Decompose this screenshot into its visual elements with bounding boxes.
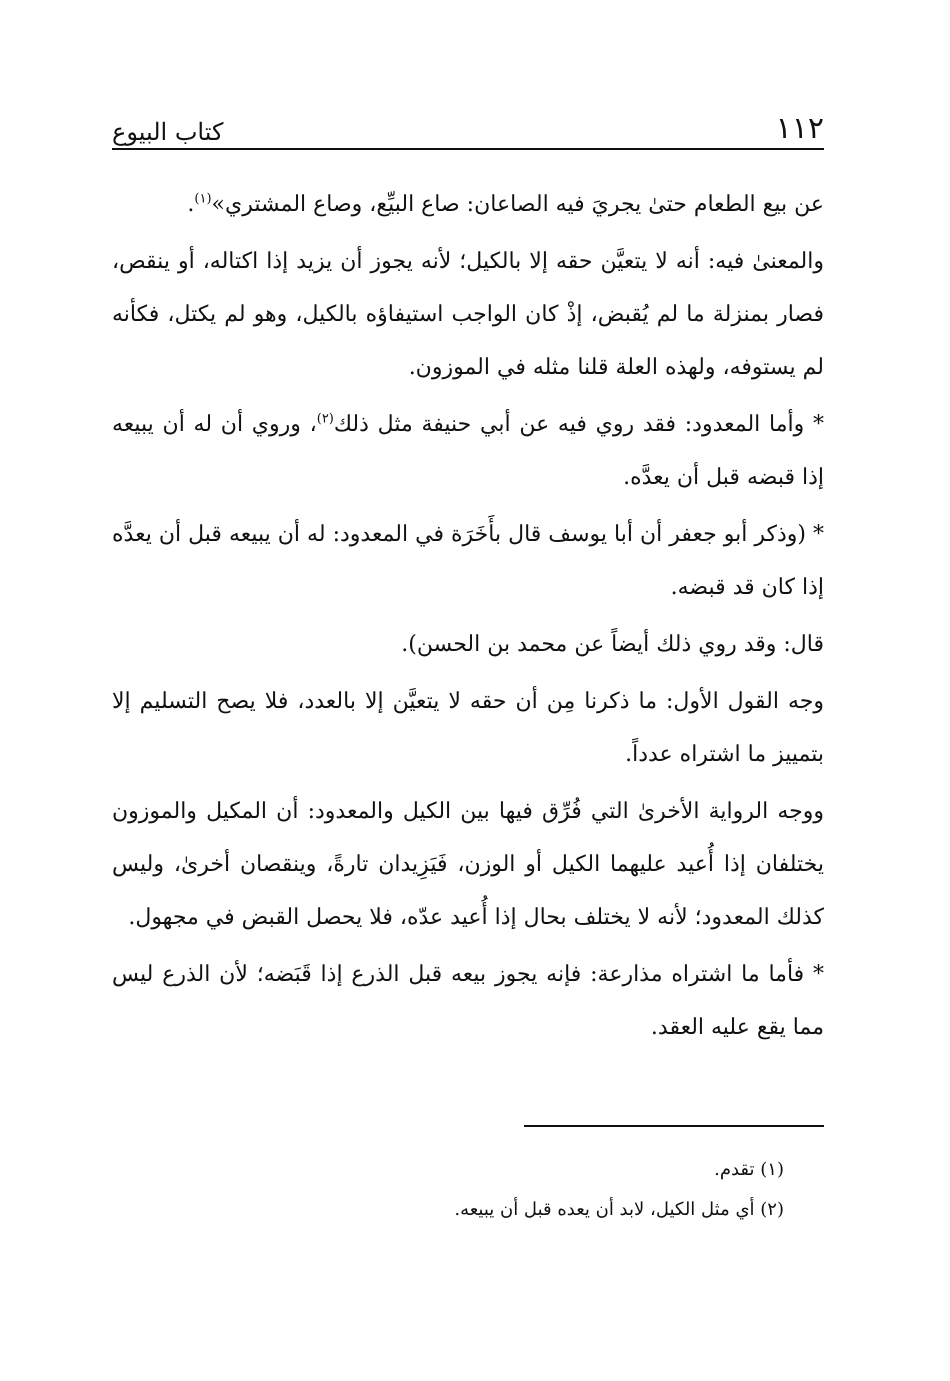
paragraph: * (وذكر أبو جعفر أن أبا يوسف قال بأَخَرَة في المعدود: له أن يبيعه قبل أن يعدَّه إذا كان قد قبضه. — [112, 522, 824, 600]
footnote: (١) تقدم. — [714, 1159, 784, 1180]
paragraph: * فأما ما اشتراه مذارعة: فإنه يجوز بيعه قبل الذرع إذا قَبَضه؛ لأن الذرع ليس مما يقع عليه العقد. — [112, 962, 824, 1040]
running-header — [112, 100, 824, 150]
paragraph: قال: وقد روي ذلك أيضاً عن محمد بن الحسن). — [401, 632, 824, 657]
footnote: (٢) أي مثل الكيل، لابد أن يعده قبل أن يبيعه. — [454, 1199, 784, 1220]
book-page — [112, 100, 824, 1220]
paragraph: وجه القول الأول: ما ذكرنا مِن أن حقه لا يتعيَّن إلا بالعدد، فلا يصح التسليم إلا بتمييز ما اشتراه عدداً. — [112, 689, 824, 767]
paragraph: عن بيع الطعام حتىٰ يجريَ فيه الصاعان: صاع البيِّع، وصاع المشتري»$^{(١)}$. — [187, 191, 824, 217]
footnote-divider — [524, 1125, 824, 1127]
footnotes — [124, 1150, 784, 1230]
footnote-reference: (١) — [194, 191, 212, 207]
paragraph: والمعنىٰ فيه: أنه لا يتعيَّن حقه إلا بالكيل؛ لأنه يجوز أن يزيد إذا اكتاله، أو ينقص، فصار بمنزلة ما لم يُقبض، إذْ كان الواجب استيفاؤه بالكيل، وهو لم يكتل، فكأنه لم يستوفه، ولهذه العلة قلنا مثله في الموزون. — [112, 249, 824, 380]
body-text — [112, 178, 824, 1054]
footnote-reference: (٢) — [316, 411, 334, 427]
book-title: كتاب البيوع — [112, 118, 224, 146]
page-number: ١١٢ — [775, 111, 824, 146]
paragraph: ووجه الرواية الأخرىٰ التي فُرِّق فيها بين الكيل والمعدود: أن المكيل والموزون يختلفان إذا أُعيد عليهما الكيل أو الوزن، فَيَزِيدان تارةً، وينقصان أخرىٰ، وليس كذلك المعدود؛ لأنه لا يختلف بحال إذا أُعيد عدّه، فلا يحصل القبض في مجهول. — [112, 799, 824, 930]
paragraph: * وأما المعدود: فقد روي فيه عن أبي حنيفة مثل ذلك$^{(٢)}$، وروي أن له أن يبيعه إذا قبضه قبل أن يعدَّه. — [112, 411, 824, 490]
